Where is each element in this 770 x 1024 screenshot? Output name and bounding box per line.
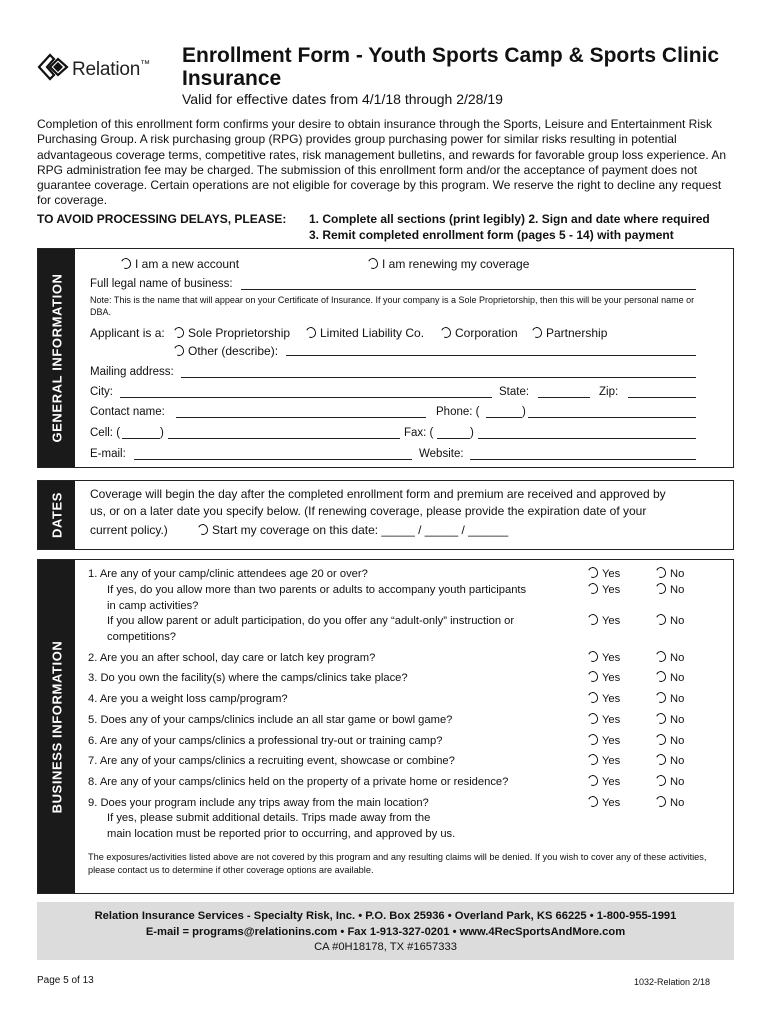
question-10-no-option[interactable]: No <box>656 775 684 788</box>
question-11-no-option[interactable]: No <box>656 796 684 809</box>
contact-name-field[interactable] <box>176 406 426 418</box>
question-3-yes-option[interactable]: Yes <box>588 614 620 627</box>
radio-icon[interactable] <box>654 566 667 580</box>
question-2-no-option[interactable]: No <box>656 583 684 596</box>
processing-step-1: 1. Complete all sections (print legibly) 2. Sign and date where required <box>309 212 710 226</box>
question-6: 6. Are any of your camps/clinics a professional try-out or training camp? <box>88 735 443 747</box>
relation-logo-icon <box>36 50 70 84</box>
question-6-no-option[interactable]: No <box>656 692 684 705</box>
question-7-yes-option[interactable]: Yes <box>588 713 620 726</box>
contact-label: Contact name: <box>90 406 165 418</box>
question-9-no-option[interactable]: No <box>656 754 684 767</box>
cell-label: Cell: ( <box>90 427 121 439</box>
legal-name-note: Note: This is the name that will appear on your Certificate of Insurance. If your company is a Sole Proprietorship, then this will be your personal name or DBA. <box>90 295 695 317</box>
city-field[interactable] <box>120 386 492 398</box>
phone-label: Phone: ( <box>436 406 480 418</box>
question-11-yes-option[interactable]: Yes <box>588 796 620 809</box>
cell-paren: ) <box>160 427 164 439</box>
other-description-field[interactable] <box>286 344 696 356</box>
business-information-section <box>37 559 734 894</box>
state-label: State: <box>499 386 530 398</box>
renewing-option[interactable]: I am renewing my coverage <box>368 257 529 271</box>
cell-area-code-field[interactable] <box>122 427 160 439</box>
logo-text: Relation™ <box>72 59 150 80</box>
radio-icon[interactable] <box>172 344 185 358</box>
llc-option[interactable]: Limited Liability Co. <box>306 326 424 340</box>
radio-icon[interactable] <box>654 691 667 705</box>
radio-icon[interactable] <box>586 753 599 767</box>
radio-icon[interactable] <box>586 582 599 596</box>
question-5: 5. Does any of your camps/clinics include an all star game or bowl game? <box>88 714 453 726</box>
radio-icon[interactable] <box>366 257 379 271</box>
cell-number-field[interactable] <box>168 427 400 439</box>
start-date-option[interactable]: Start my coverage on this date: _____ / _____ / ______ <box>198 523 508 537</box>
section-bar: GENERAL INFORMATION <box>38 249 75 467</box>
question-7: 7. Are any of your camps/clinics a recruiting event, showcase or combine? <box>88 755 455 767</box>
sole-proprietorship-option[interactable]: Sole Proprietorship <box>174 326 290 340</box>
form-title: Enrollment Form - Youth Sports Camp & Sports Clinic Insurance <box>182 44 720 90</box>
question-8: 8. Are any of your camps/clinics held on the property of a private home or residence? <box>88 776 509 788</box>
radio-icon[interactable] <box>439 326 452 340</box>
general-information-section <box>37 248 734 468</box>
radio-icon[interactable] <box>654 774 667 788</box>
radio-icon[interactable] <box>654 753 667 767</box>
question-9: 9. Does your program include any trips away from the main location? <box>88 797 429 809</box>
radio-icon[interactable] <box>586 613 599 627</box>
radio-icon[interactable] <box>586 733 599 747</box>
processing-step-2: 3. Remit completed enrollment form (pages 5 - 14) with payment <box>309 228 674 242</box>
legal-name-field[interactable] <box>241 278 696 290</box>
radio-icon[interactable] <box>654 733 667 747</box>
question-2-yes-option[interactable]: Yes <box>588 583 620 596</box>
question-1b: If you allow parent or adult participation, do you offer any “adult-only” instruction or competitions? <box>107 615 515 643</box>
zip-label: Zip: <box>599 386 619 398</box>
phone-paren: ) <box>522 406 526 418</box>
dates-text-line-3: current policy.) <box>90 523 168 537</box>
question-3-no-option[interactable]: No <box>656 614 684 627</box>
question-4-no-option[interactable]: No <box>656 651 684 664</box>
page-number: Page 5 of 13 <box>37 975 94 986</box>
contact-footer <box>37 902 734 960</box>
question-9-yes-option[interactable]: Yes <box>588 754 620 767</box>
question-1a: If yes, do you allow more than two parents or adults to accompany youth participants in camp activities? <box>107 584 527 612</box>
question-6-yes-option[interactable]: Yes <box>588 692 620 705</box>
radio-icon[interactable] <box>654 613 667 627</box>
radio-icon[interactable] <box>654 712 667 726</box>
radio-icon[interactable] <box>172 326 185 340</box>
radio-icon[interactable] <box>586 650 599 664</box>
question-7-no-option[interactable]: No <box>656 713 684 726</box>
radio-icon[interactable] <box>586 670 599 684</box>
fax-paren: ) <box>470 427 474 439</box>
question-8-yes-option[interactable]: Yes <box>588 734 620 747</box>
intro-paragraph: Completion of this enrollment form confirms your desire to obtain insurance through the Sports, Leisure and Entertainment Risk Purchasing Group. A risk purchasing group (RPG) provides group purchasing power for similar risks resulting in potential advantageous coverage terms, competitive rates, risk management bulletins, and rewards for favorable group loss experience. An RPG administration fee may be charged. The submission of this enrollment form and/or the acceptance of payment does not guarantee coverage. Certain operations are not eligible for coverage by this program. We reserve the right to decline any request for coverage. <box>37 117 727 208</box>
radio-icon[interactable] <box>586 712 599 726</box>
zip-field[interactable] <box>628 386 696 398</box>
radio-icon[interactable] <box>654 795 667 809</box>
partnership-option[interactable]: Partnership <box>532 326 607 340</box>
legal-name-label: Full legal name of business: <box>90 278 233 290</box>
form-number: 1032-Relation 2/18 <box>634 977 711 987</box>
section-bar: BUSINESS INFORMATION <box>38 560 75 893</box>
question-3: 3. Do you own the facility(s) where the camps/clinics take place? <box>88 672 408 684</box>
radio-icon[interactable] <box>304 326 317 340</box>
fax-number-field[interactable] <box>478 427 696 439</box>
question-8-no-option[interactable]: No <box>656 734 684 747</box>
website-label: Website: <box>419 448 464 460</box>
fax-area-code-field[interactable] <box>437 427 470 439</box>
form-subtitle: Valid for effective dates from 4/1/18 through 2/28/19 <box>182 91 503 107</box>
question-4: 4. Are you a weight loss camp/program? <box>88 693 288 705</box>
question-1: 1. Are any of your camp/clinic attendees age 20 or over? <box>88 568 368 580</box>
question-1-no-option[interactable]: No <box>656 567 684 580</box>
question-4-yes-option[interactable]: Yes <box>588 651 620 664</box>
dates-text-line-2: us, or on a later date you specify below. (If renewing coverage, please provide the expiration date of your <box>90 504 647 518</box>
radio-icon[interactable] <box>196 523 209 537</box>
website-field[interactable] <box>470 448 696 460</box>
radio-icon[interactable] <box>654 670 667 684</box>
phone-area-code-field[interactable] <box>486 406 522 418</box>
relation-logo <box>36 48 176 88</box>
fax-label: Fax: ( <box>404 427 434 439</box>
state-field[interactable] <box>538 386 590 398</box>
radio-icon[interactable] <box>586 795 599 809</box>
dates-text-line-1: Coverage will begin the day after the completed enrollment form and premium are received and approved by <box>90 487 666 501</box>
radio-icon[interactable] <box>530 326 543 340</box>
footer-contact: E-mail = programs@relationins.com • Fax 1-913-327-0201 • www.4RecSportsAndMore.com <box>145 925 626 938</box>
footer-address: Relation Insurance Services - Specialty Risk, Inc. • P.O. Box 25936 • Overland Park, KS 66225 • 1-800-955-1991 <box>94 910 677 922</box>
applicant-label: Applicant is a: <box>90 326 165 340</box>
processing-label: TO AVOID PROCESSING DELAYS, PLEASE: <box>37 212 287 226</box>
new-account-option[interactable]: I am a new account <box>121 257 239 271</box>
radio-icon[interactable] <box>654 650 667 664</box>
mailing-address-field[interactable] <box>181 366 696 378</box>
question-9-details: If yes, please submit additional details. Trips made away from the main location must be reported prior to occurring, and approved by us. <box>107 812 456 840</box>
email-field[interactable] <box>134 448 412 460</box>
radio-icon[interactable] <box>654 582 667 596</box>
dates-section <box>37 480 734 550</box>
section-bar: DATES <box>38 481 75 549</box>
city-label: City: <box>90 386 113 398</box>
email-label: E-mail: <box>90 448 126 460</box>
phone-number-field[interactable] <box>528 406 696 418</box>
radio-icon[interactable] <box>586 691 599 705</box>
radio-icon[interactable] <box>586 774 599 788</box>
exclusion-footnote: The exposures/activities listed above are not covered by this program and any resulting claims will be denied. If you wish to cover any of these activities, please contact us to determine if other coverage options are available. <box>88 852 707 875</box>
radio-icon[interactable] <box>119 257 132 271</box>
mailing-label: Mailing address: <box>90 366 174 378</box>
radio-icon[interactable] <box>586 566 599 580</box>
question-5-yes-option[interactable]: Yes <box>588 671 620 684</box>
question-5-no-option[interactable]: No <box>656 671 684 684</box>
question-1-yes-option[interactable]: Yes <box>588 567 620 580</box>
footer-license: CA #0H18178, TX #1657333 <box>314 941 457 953</box>
other-option[interactable]: Other (describe): <box>174 344 278 358</box>
question-2: 2. Are you an after school, day care or latch key program? <box>88 652 376 664</box>
question-10-yes-option[interactable]: Yes <box>588 775 620 788</box>
corporation-option[interactable]: Corporation <box>441 326 518 340</box>
